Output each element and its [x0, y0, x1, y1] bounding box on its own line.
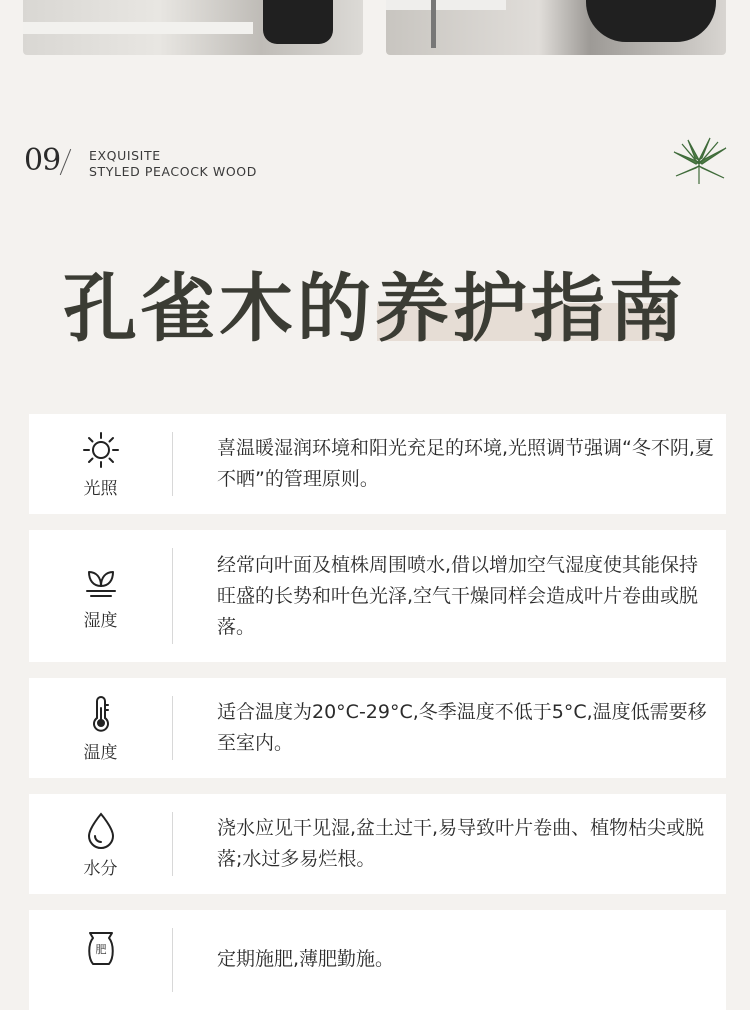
- sprout-icon: [81, 562, 121, 602]
- care-text: [217, 910, 717, 1010]
- page-title: 孔雀木的养护指南: [63, 266, 687, 352]
- subtitle-line-1: EXQUISITE: [89, 148, 161, 163]
- care-card-fertilizer: [29, 910, 726, 1010]
- icon-block: [29, 530, 172, 662]
- care-text-content: 定期施肥,薄肥勤施。: [217, 948, 395, 970]
- divider: [172, 812, 173, 876]
- care-text-content: 喜温暖湿润环境和阳光充足的环境,光照调节强调“冬不阴,夏不晒”的管理原则。: [217, 437, 714, 490]
- icon-block: [29, 910, 172, 1010]
- care-text-content: 经常向叶面及植株周围喷水,借以增加空气湿度使其能保持旺盛的长势和叶色光泽,空气干燥同样会造成叶片卷曲或脱落。: [217, 553, 699, 638]
- table-leg: [431, 0, 436, 48]
- care-label: 湿度: [83, 610, 118, 631]
- table-top: [386, 0, 506, 10]
- photo-left: [23, 0, 363, 55]
- icon-block: [29, 414, 172, 514]
- care-card-light: [29, 414, 726, 514]
- care-label: 光照: [83, 478, 118, 499]
- shelf: [23, 22, 253, 34]
- sun-icon: [81, 430, 121, 470]
- care-card-temperature: [29, 678, 726, 778]
- leaf-icon: [668, 134, 730, 190]
- fertilizer-bag-label: 肥: [95, 943, 106, 956]
- care-card-humidity: [29, 530, 726, 662]
- divider-slash: [60, 149, 71, 175]
- section-number: 09: [24, 143, 61, 178]
- care-text: [217, 530, 717, 662]
- divider: [172, 696, 173, 760]
- icon-block: [29, 678, 172, 778]
- care-text: [217, 678, 717, 778]
- care-text: [217, 794, 717, 894]
- icon-block: [29, 794, 172, 894]
- divider: [172, 432, 173, 496]
- divider: [172, 928, 173, 992]
- photo-right: [386, 0, 726, 55]
- fertilizer-bag-icon: [81, 928, 121, 968]
- section-subtitle: [89, 148, 257, 180]
- divider: [172, 548, 173, 644]
- water-drop-icon: [81, 810, 121, 850]
- care-label: 水分: [83, 858, 118, 879]
- thermometer-icon: [81, 694, 121, 734]
- care-text-content: 浇水应见干见湿,盆土过干,易导致叶片卷曲、植物枯尖或脱落;水过多易烂根。: [217, 817, 705, 870]
- plant-pot: [263, 0, 333, 44]
- care-card-water: [29, 794, 726, 894]
- subtitle-line-2: STYLED PEACOCK WOOD: [89, 164, 257, 179]
- care-label: 温度: [83, 742, 118, 763]
- plant-pot: [586, 0, 716, 42]
- care-text: [217, 414, 717, 514]
- care-text-content: 适合温度为20°C-29°C,冬季温度不低于5°C,温度低需要移至室内。: [217, 701, 707, 754]
